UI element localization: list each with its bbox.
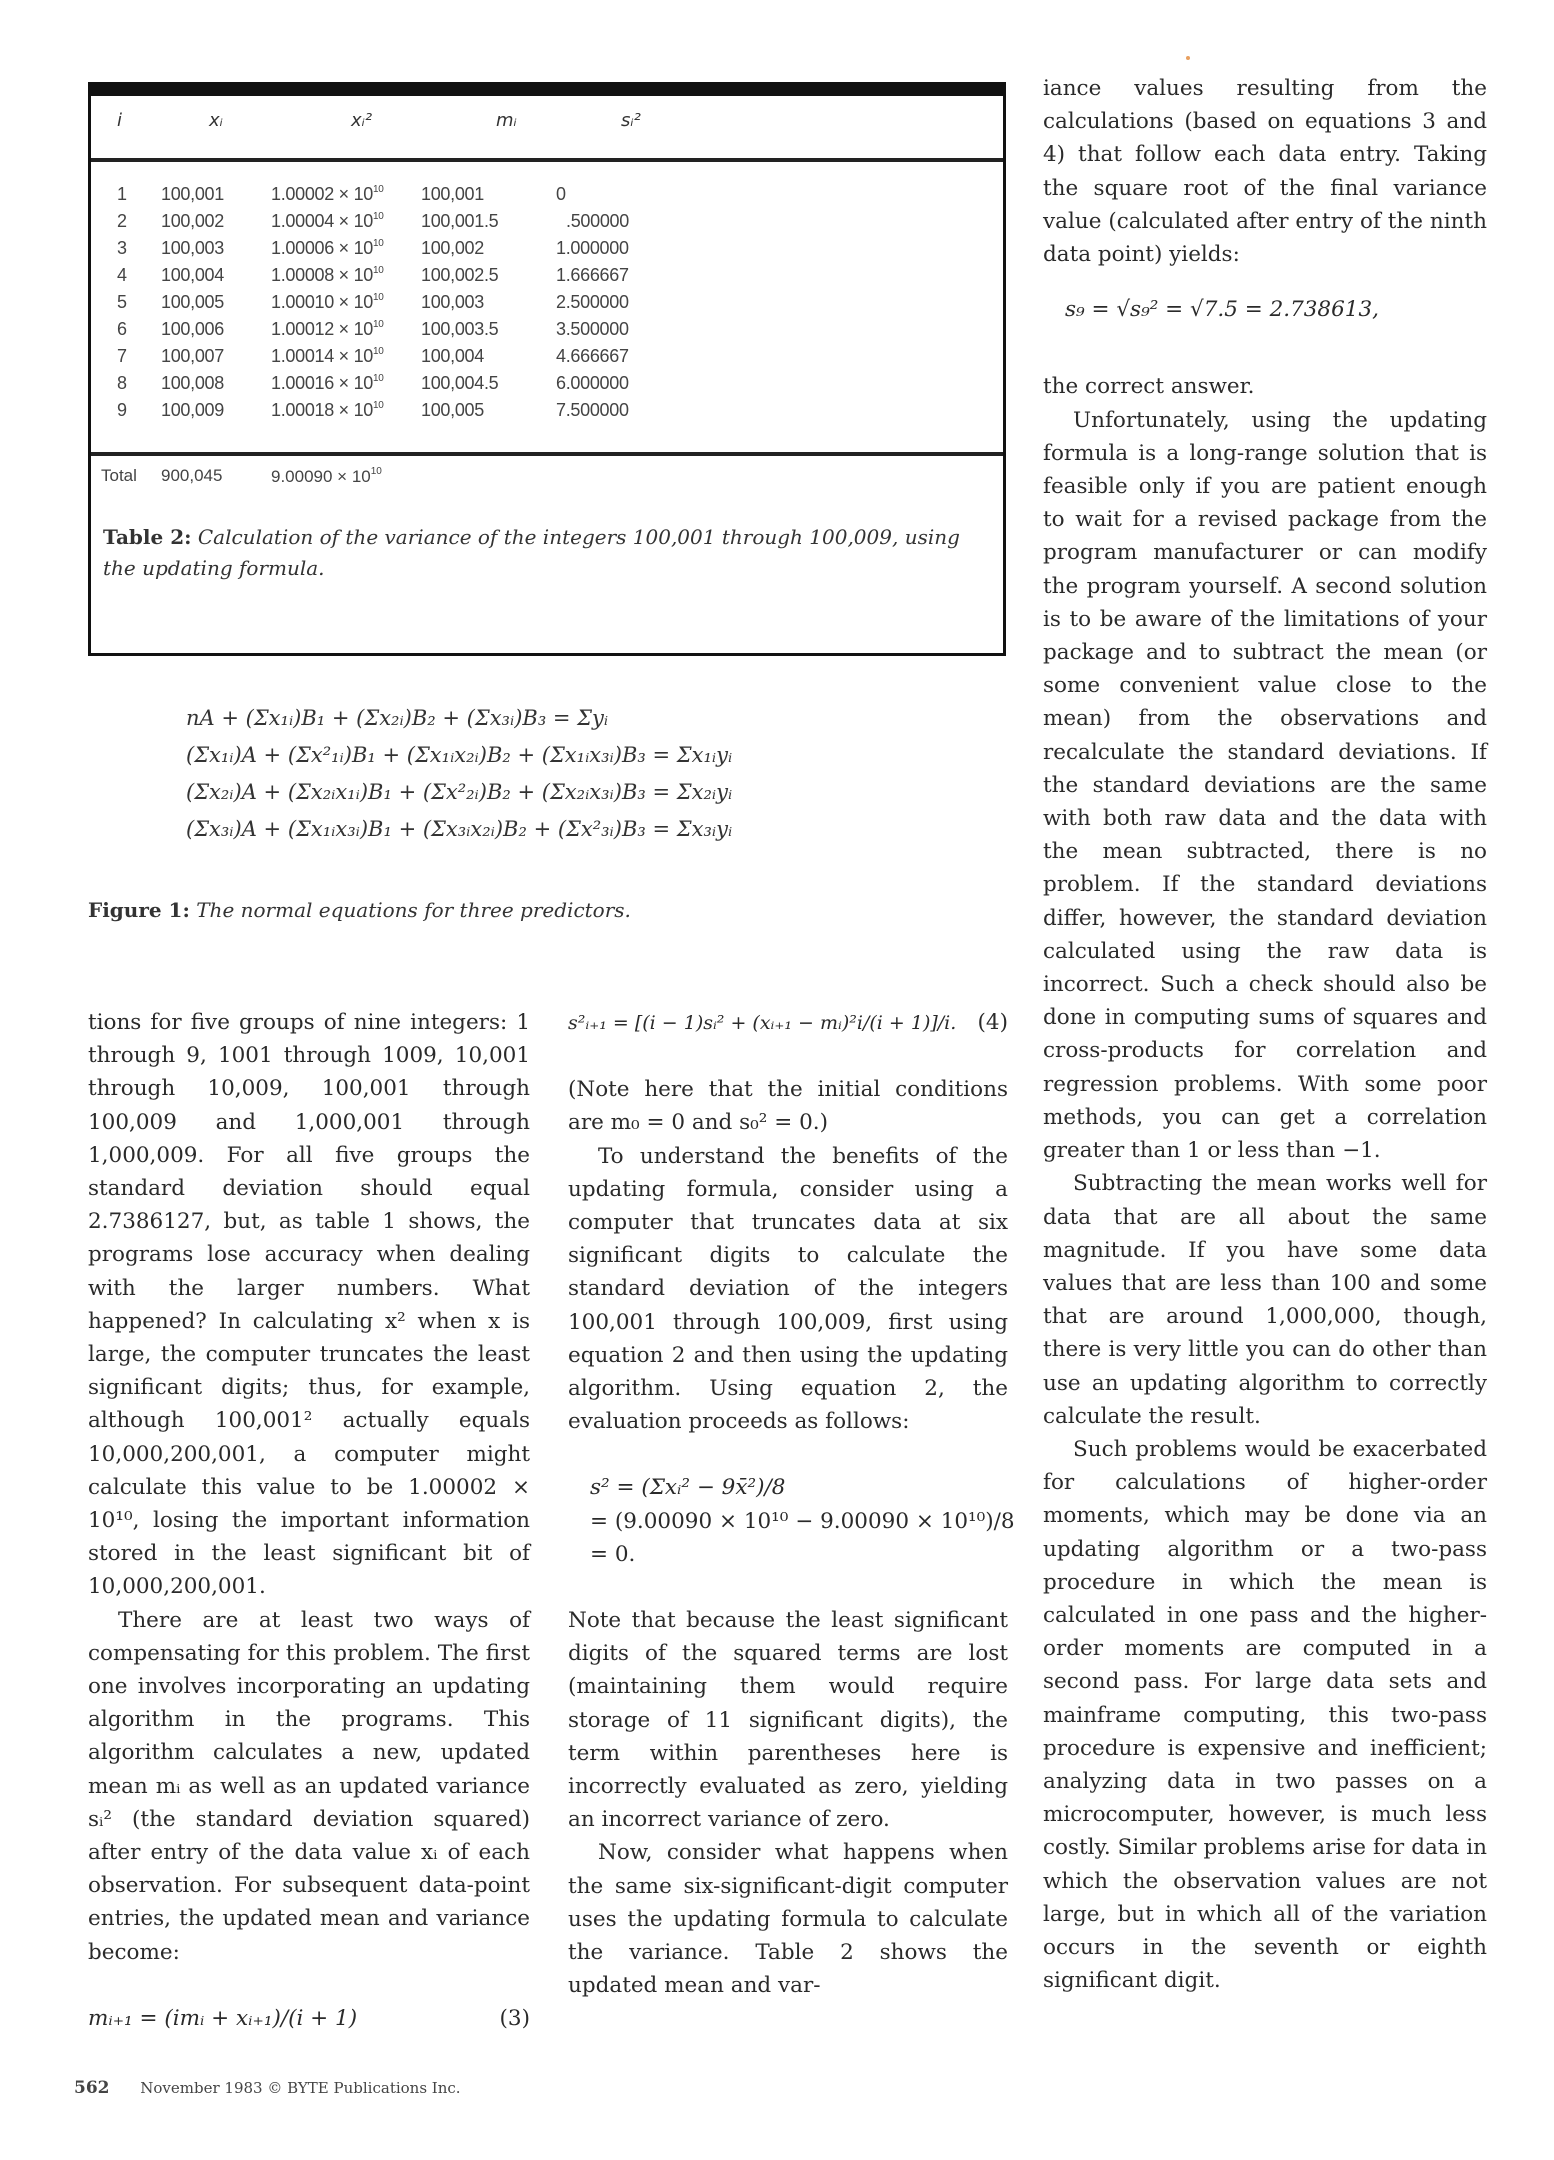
cell-x2: $1.00012 \times 10^{10}$	[271, 319, 384, 339]
cell-x: 100,008	[161, 373, 224, 393]
column-header-s2: sᵢ²	[621, 110, 641, 131]
paragraph: iance values resulting from the calculations (based on equations 3 and 4) that follow each data entry. Taking the square root of the final variance value (calculated after entry of the ninth data point) yields:	[1043, 76, 1487, 268]
cell-i: 9	[117, 400, 127, 420]
cell-i: 1	[117, 184, 127, 204]
cell-x: 100,004	[161, 265, 224, 285]
figure-caption-text: The normal equations for three predictors.	[196, 898, 631, 922]
equation-3-body: mᵢ₊₁ = (imᵢ + xᵢ₊₁)/(i + 1)	[88, 2005, 358, 2031]
paragraph: Unfortunately, using the updating formula is a long-range solution that is feasible only if you are patient enough to wait for a revised package from the program manufacturer or can modify the program yourself. A second solution is to be aware of the limitations of your package and to subtract the mean (or some convenient value close to the mean) from the observations and recalculate the standard deviations. If the standard deviations are the same with both raw data and the data with the mean subtracted, there is no problem. If the standard deviations differ, however, the standard deviation calculated using the raw data is incorrect. Such a check should also be done in computing sums of squares and cross-products for correlation and regression problems. With some poor methods, you can get a correlation greater than 1 or less than −1.	[1043, 407, 1487, 1164]
cell-x2: $1.00018 \times 10^{10}$	[271, 400, 384, 420]
paragraph-note: (Note here that the initial conditions are m₀ = 0 and s₀² = 0.)	[568, 1077, 1008, 1136]
cell-x2: $1.00016 \times 10^{10}$	[271, 373, 384, 393]
cell-x2: $1.00014 \times 10^{10}$	[271, 346, 384, 366]
column-right	[1043, 72, 1487, 1997]
paragraph: To understand the benefits of the updating formula, consider using a computer that truncates data at six significant digits to calculate the standard deviation of the integers 100,001 through 100,009, first using equation 2 and then using the updating algorithm. Using equation 2, the evaluation proceeds as follows:	[568, 1143, 1008, 1435]
cell-m: 100,003.5	[421, 319, 499, 339]
paragraph: Subtracting the mean works well for data that are all about the same magnitude. If you have some data values that are less than 100 and some that are around 1,000,000, though, there is very little you can do other than use an updating algorithm to correctly calculate the result.	[1043, 1171, 1487, 1429]
cell-x: 100,009	[161, 400, 224, 420]
table-caption-text: Calculation of the variance of the integers 100,001 through 100,009, using the updating formula.	[103, 525, 960, 580]
cell-x: 100,006	[161, 319, 224, 339]
column-middle	[568, 1006, 1015, 2002]
calc-line: s² = (Σxᵢ² − 9x̄²)/8	[590, 1475, 786, 1501]
column-header-i: i	[117, 110, 123, 131]
cell-x: 100,005	[161, 292, 224, 312]
figure-1-equations	[186, 700, 732, 848]
paragraph: Such problems would be exacerbated for calculations of higher-order moments, which may be done via an updating algorithm or a two-pass procedure in which the mean is calculated in one pass and the higher-order moments are computed in a second pass. For large data sets and mainframe computing, this two-pass procedure is expensive and inefficient; analyzing data in two passes on a microcomputer, however, is much less costly. Similar problems arise for data in which the observation values are not large, but in which all of the variation occurs in the seventh or eighth significant digit.	[1043, 1436, 1487, 1994]
cell-s2: .500000	[566, 211, 629, 231]
table-2	[88, 82, 1006, 656]
column-header-m: mᵢ	[496, 110, 517, 131]
equation-3-number: (3)	[499, 2005, 530, 2031]
table-caption-label: Table 2:	[103, 525, 192, 549]
column-header-x: xᵢ	[209, 110, 223, 131]
figure-caption	[88, 898, 631, 922]
cell-m: 100,001	[421, 184, 484, 204]
normal-equation: nA + (Σx₁ᵢ)B₁ + (Σx₂ᵢ)B₂ + (Σx₃ᵢ)B₃ = Σyᵢ	[186, 706, 609, 730]
equation-4-number: (4)	[977, 1010, 1008, 1035]
cell-i: 3	[117, 238, 127, 258]
cell-s2: 1.000000	[556, 238, 629, 258]
cell-x2: $1.00002 \times 10^{10}$	[271, 184, 384, 204]
total-x2: $9.00090 \times 10^{10}$	[271, 466, 382, 486]
normal-equation: (Σx₂ᵢ)A + (Σx₂ᵢx₁ᵢ)B₁ + (Σx²₂ᵢ)B₂ + (Σx₂ᵢx₃ᵢ)B₃ = Σx₂ᵢyᵢ	[186, 780, 733, 804]
equation-3	[88, 2002, 530, 2035]
calc-line: = 0.	[590, 1541, 636, 1567]
cell-i: 6	[117, 319, 127, 339]
paragraph: tions for five groups of nine integers: 1 through 9, 1001 through 1009, 10,001 through 10,009, 100,001 through 100,009 and 1,000,001 through 1,000,009. For all five groups the standard deviation should equal 2.7386127, but, as table 1 shows, the programs lose accuracy when dealing with the larger numbers. What happened? In calculating x² when x is large, the computer truncates the least significant digits; thus, for example, although 100,001² actually equals 10,000,200,001, a computer might calculate this value to be 1.00002 × 10¹⁰, losing the important information stored in the least significant bit of 10,000,200,001.	[88, 1010, 530, 1600]
table-body	[91, 162, 1003, 456]
cell-m: 100,004	[421, 346, 484, 366]
scan-artifact-dot	[1186, 56, 1190, 60]
cell-s2: 1.666667	[556, 265, 629, 285]
cell-m: 100,002.5	[421, 265, 499, 285]
total-label: Total	[101, 466, 137, 485]
paragraph: Now, consider what happens when the same six-significant-digit computer uses the updating formula to calculate the variance. Table 2 shows the updated mean and var-	[568, 1840, 1008, 1999]
table-total-row	[91, 460, 1003, 490]
cell-m: 100,004.5	[421, 373, 499, 393]
normal-equation: (Σx₃ᵢ)A + (Σx₁ᵢx₃ᵢ)B₁ + (Σx₃ᵢx₂ᵢ)B₂ + (Σx²₃ᵢ)B₃ = Σx₃ᵢyᵢ	[186, 817, 733, 841]
cell-m: 100,002	[421, 238, 484, 258]
cell-x: 100,002	[161, 211, 224, 231]
cell-m: 100,005	[421, 400, 484, 420]
cell-x2: $1.00010 \times 10^{10}$	[271, 292, 384, 312]
paragraph: There are at least two ways of compensating for this problem. The first one involves incorporating an updating algorithm in the programs. This algorithm calculates a new, updated mean mᵢ as well as an updated variance sᵢ² (the standard deviation squared) after entry of the data value xᵢ of each observation. For subsequent data-point entries, the updated mean and variance become:	[88, 1607, 530, 1965]
normal-equation: (Σx₁ᵢ)A + (Σx²₁ᵢ)B₁ + (Σx₁ᵢx₂ᵢ)B₂ + (Σx₁ᵢx₃ᵢ)B₃ = Σx₁ᵢyᵢ	[186, 743, 733, 767]
cell-s2: 3.500000	[556, 319, 629, 339]
cell-i: 8	[117, 373, 127, 393]
paragraph: the correct answer.	[1043, 374, 1255, 400]
cell-x: 100,003	[161, 238, 224, 258]
cell-i: 5	[117, 292, 127, 312]
cell-s2: 0	[556, 184, 566, 204]
table-caption	[103, 522, 993, 584]
column-header-x2: xᵢ²	[351, 110, 373, 131]
equation-4	[568, 1006, 1008, 1040]
cell-s2: 7.500000	[556, 400, 629, 420]
std-dev-result-equation: s₉ = √s₉² = √7.5 = 2.738613,	[1065, 297, 1379, 323]
table-header-row	[91, 96, 1003, 162]
cell-s2: 6.000000	[556, 373, 629, 393]
paragraph: Note that because the least significant digits of the squared terms are lost (maintaining them would require storage of 11 significant digits), the term within parentheses here is incorrectly evaluated as zero, yielding an incorrect variance of zero.	[568, 1608, 1008, 1833]
cell-x2: $1.00004 \times 10^{10}$	[271, 211, 384, 231]
cell-x2: $1.00008 \times 10^{10}$	[271, 265, 384, 285]
cell-s2: 4.666667	[556, 346, 629, 366]
cell-x2: $1.00006 \times 10^{10}$	[271, 238, 384, 258]
cell-x: 100,001	[161, 184, 224, 204]
page-footer	[74, 2078, 461, 2098]
page-number: 562	[74, 2078, 110, 2098]
figure-caption-label: Figure 1:	[88, 898, 190, 922]
cell-m: 100,003	[421, 292, 484, 312]
equation-4-body: s²ᵢ₊₁ = [(i − 1)sᵢ² + (xᵢ₊₁ − mᵢ)²i/(i + 1)]/i.	[568, 1012, 957, 1034]
cell-i: 7	[117, 346, 127, 366]
cell-i: 4	[117, 265, 127, 285]
total-x: 900,045	[161, 466, 223, 485]
calc-line: = (9.00090 × 10¹⁰ − 9.00090 × 10¹⁰)/8	[590, 1508, 1015, 1534]
cell-m: 100,001.5	[421, 211, 499, 231]
footer-copyright: November 1983 © BYTE Publications Inc.	[140, 2079, 461, 2097]
cell-x: 100,007	[161, 346, 224, 366]
cell-s2: 2.500000	[556, 292, 629, 312]
column-left	[88, 1006, 530, 2035]
cell-i: 2	[117, 211, 127, 231]
